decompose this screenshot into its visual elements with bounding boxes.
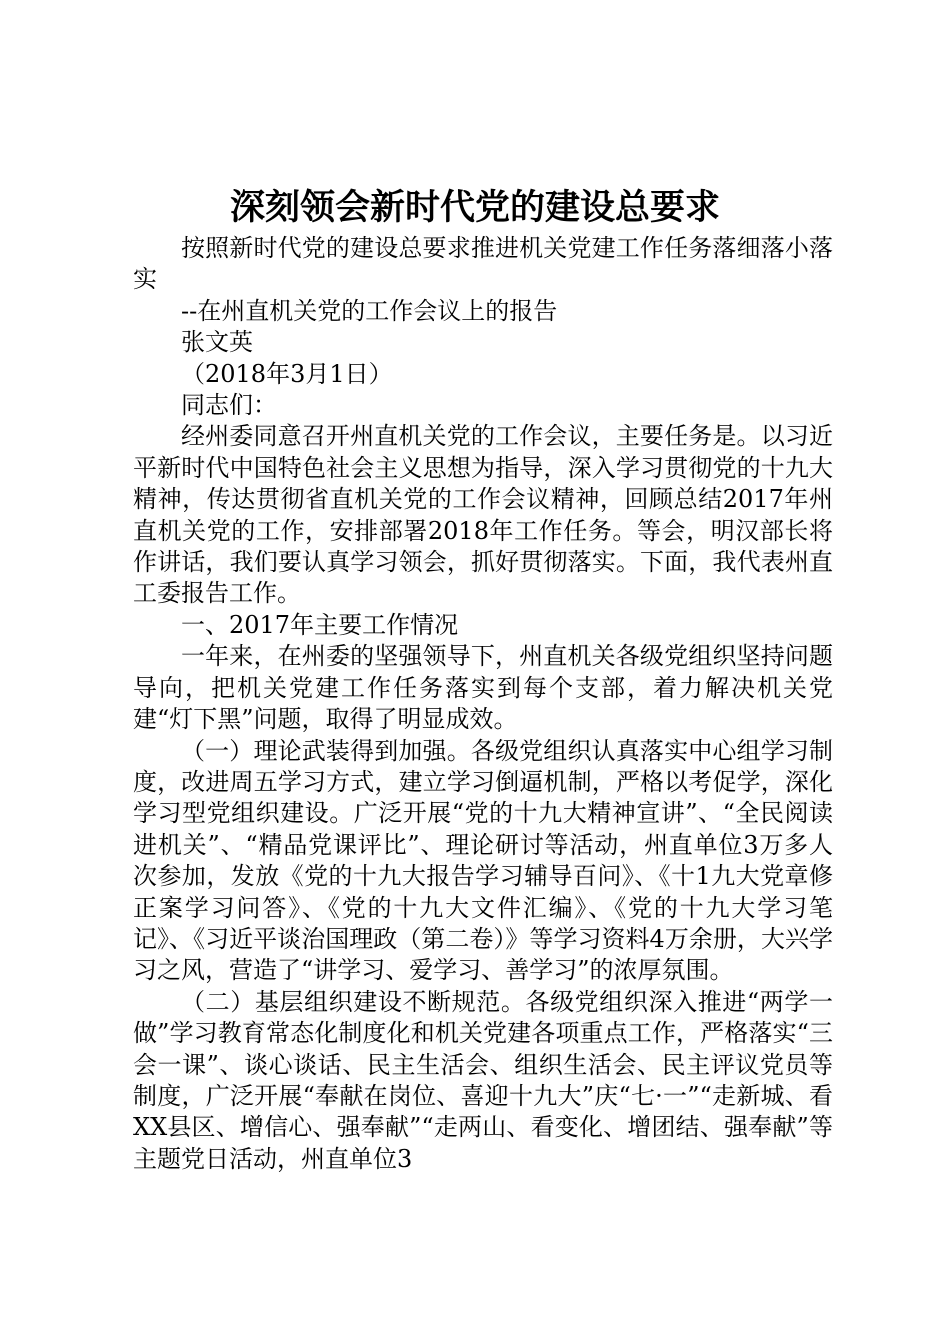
document-title: 深刻领会新时代党的建设总要求 bbox=[229, 187, 720, 228]
occasion-line: --在州直机关党的工作会议上的报告 bbox=[181, 296, 558, 325]
document-body bbox=[133, 233, 833, 1175]
salutation-line: 同志们： bbox=[181, 391, 277, 420]
body-paragraph: 一年来，在州委的坚强领导下，州直机关各级党组织坚持问题导向，把机关党建工作任务落实到每个支部，着力解决机关党建“灯下黑”问题，取得了明显成效。 bbox=[133, 642, 833, 734]
author-line: 张文英 bbox=[181, 328, 253, 357]
body-paragraph: （二）基层组织建设不断规范。各级党组织深入推进“两学一做”学习教育常态化制度化和机关党建各项重点工作，严格落实“三会一课”、谈心谈话、民主生活会、组织生活会、民主评议党员等制度，广泛开展“奉献在岗位、喜迎十九大”庆“七·一”“走新城、看XX县区、增信心、强奉献”“走两山、看变化、增团结、强奉献”等主题党日活动，州直单位3 bbox=[133, 987, 833, 1173]
subtitle-paragraph: 按照新时代党的建设总要求推进机关党建工作任务落细落小落实 bbox=[133, 234, 833, 294]
body-paragraph: （一）理论武装得到加强。各级党组织认真落实中心组学习制度，改进周五学习方式，建立学习倒逼机制，严格以考促学，深化学习型党组织建设。广泛开展“党的十九大精神宣讲”、“全民阅读进机关”、“精品党课评比”、理论研讨等活动，州直单位3万多人次参加，发放《党的十九大报告学习辅导百问》、《十1九大党章修正案学习问答》、《党的十九大文件汇编》、《党的十九大学习笔记》、《习近平谈治国理政（第二卷）》等学习资料4万余册，大兴学习之风，营造了“讲学习、爱学习、善学习”的浓厚氛围。 bbox=[133, 736, 833, 985]
date-line: （2018年3月1日） bbox=[181, 359, 393, 388]
body-paragraph: 经州委同意召开州直机关党的工作会议，主要任务是。以习近平新时代中国特色社会主义思想为指导，深入学习贯彻党的十九大精神，传达贯彻省直机关党的工作会议精神，回顾总结2017年州直机关党的工作，安排部署2018年工作任务。等会，明汉部长将作讲话，我们要认真学习领会，抓好贯彻落实。下面，我代表州直工委报告工作。 bbox=[133, 422, 833, 608]
section-heading: 一、2017年主要工作情况 bbox=[181, 610, 459, 639]
